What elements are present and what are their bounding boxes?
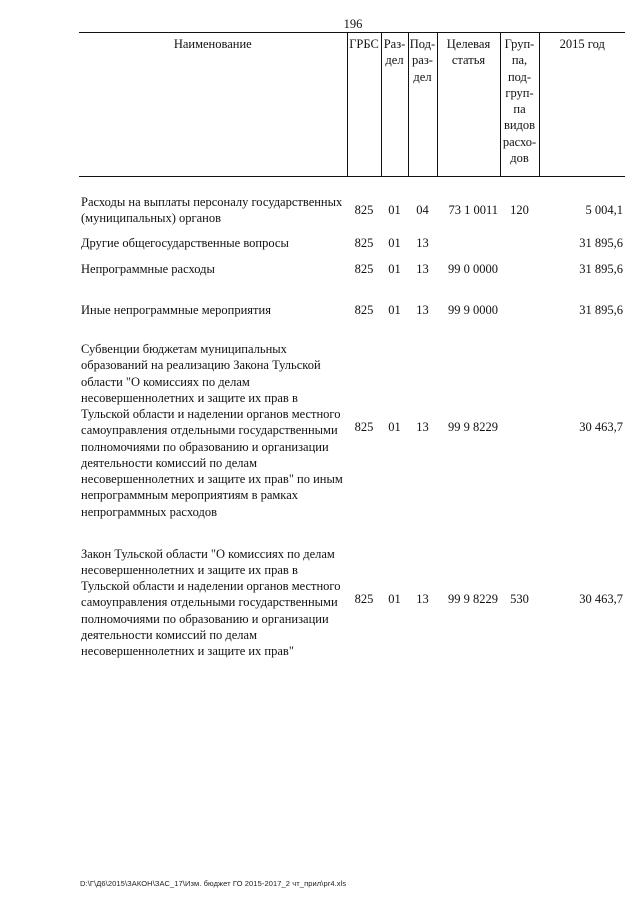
- row-name: Другие общегосударственные вопросы: [81, 236, 289, 251]
- row-subsection: 13: [416, 236, 429, 251]
- row-expense-group: [500, 323, 539, 533]
- table-row: [79, 323, 625, 533]
- row-amount: 31 895,6: [579, 262, 623, 277]
- row-target-article: [437, 231, 500, 257]
- row-target-article: 99 9 0000: [448, 303, 498, 318]
- row-expense-group: 120: [510, 202, 529, 217]
- row-amount: 5 004,1: [585, 202, 623, 217]
- row-subsection: 13: [416, 262, 429, 277]
- row-amount: 30 463,7: [579, 420, 623, 435]
- row-name: Иные непрограммные мероприятия: [81, 303, 271, 318]
- row-subsection: 13: [416, 420, 429, 435]
- row-expense-group: [500, 257, 539, 283]
- row-expense-group: [500, 283, 539, 323]
- budget-table: [79, 32, 625, 667]
- row-name: Закон Тульской области "О комиссиях по делам несовершеннолетних и защите их прав в Тульской области и наделении органов местного самоуправления отдельными государственными полномочиями по образованию и организации деятельности комиссий по делам несовершеннолетних и защите их прав": [81, 546, 341, 659]
- row-amount: 30 463,7: [579, 592, 623, 607]
- header-section: Раз- дел: [381, 33, 408, 177]
- table-row: [79, 533, 625, 667]
- row-section: 01: [388, 420, 401, 435]
- table-row: [79, 177, 625, 231]
- row-grbs: 825: [354, 420, 374, 435]
- row-expense-group: [500, 231, 539, 257]
- row-name: Непрограммные расходы: [81, 262, 215, 277]
- row-name: Расходы на выплаты персоналу государственных (муниципальных) органов: [81, 194, 343, 225]
- row-section: 01: [388, 236, 401, 251]
- header-year: 2015 год: [539, 33, 625, 177]
- row-amount: 31 895,6: [579, 303, 623, 318]
- row-section: 01: [388, 262, 401, 277]
- row-subsection: 13: [416, 592, 429, 607]
- table-row: [79, 257, 625, 283]
- header-target-article: Целевая статья: [437, 33, 500, 177]
- row-target-article: 73 1 0011: [448, 202, 498, 217]
- row-section: 01: [388, 202, 401, 217]
- row-grbs: 825: [354, 262, 374, 277]
- file-path-footer: D:\Г\Д6\2015\ЗАКОН\ЗАС_17\Изм. бюджет ГО 2015-2017_2 чт_прил\pr4.xls: [80, 879, 347, 888]
- table-row: [79, 231, 625, 257]
- page-number: 196: [343, 17, 363, 31]
- row-section: 01: [388, 303, 401, 318]
- row-target-article: 99 9 8229: [448, 592, 498, 607]
- header-name: Наименование: [79, 33, 347, 177]
- row-subsection: 13: [416, 303, 429, 318]
- row-grbs: 825: [354, 592, 374, 607]
- header-expense-group: Груп- па, под- груп- па видов расхо- дов: [500, 33, 539, 177]
- row-grbs: 825: [354, 202, 374, 217]
- row-target-article: 99 9 8229: [448, 420, 498, 435]
- row-section: 01: [388, 592, 401, 607]
- header-subsection: Под- раз- дел: [408, 33, 437, 177]
- header-grbs: ГРБС: [347, 33, 381, 177]
- row-name: Субвенции бюджетам муниципальных образований на реализацию Закона Тульской области "О комиссиях по делам несовершеннолетних и защите их прав в Тульской области и наделении органов местного самоуправления отдельными государственными полномочиями по образованию и организации деятельности комиссий по делам несовершеннолетних и защите их прав" по иным непрограммным мероприятиям в рамках непрограммных расходов: [81, 342, 343, 519]
- table-row: [79, 283, 625, 323]
- row-grbs: 825: [354, 303, 374, 318]
- table-header-row: [79, 33, 625, 177]
- row-subsection: 04: [416, 202, 429, 217]
- row-amount: 31 895,6: [579, 236, 623, 251]
- row-expense-group: 530: [510, 592, 529, 607]
- row-grbs: 825: [354, 236, 374, 251]
- row-target-article: 99 0 0000: [448, 262, 498, 277]
